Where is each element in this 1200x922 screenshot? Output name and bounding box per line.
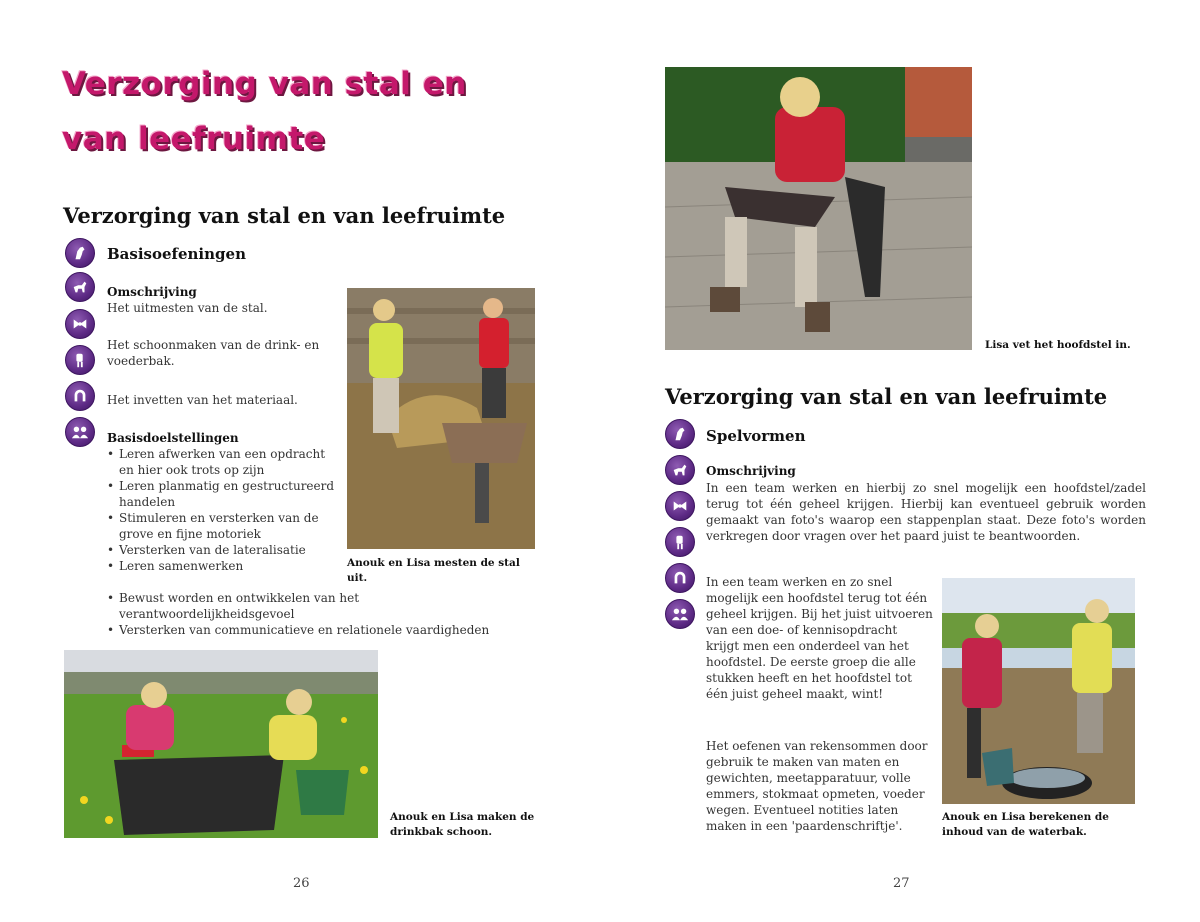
- horse-standing-icon: [665, 527, 695, 557]
- caption-stable: Anouk en Lisa mesten de stal uit.: [347, 557, 520, 584]
- caption-water: Anouk en Lisa berekenen de inhoud van de waterbak.: [942, 811, 1109, 838]
- list-item: • Leren afwerken van een opdracht en hier ook trots op zijn: [107, 446, 339, 478]
- item-1: Het uitmesten van de stal.: [107, 301, 268, 315]
- bow-icon: [65, 309, 95, 339]
- section-title: Verzorging van stal en van leefruimte: [63, 203, 506, 228]
- bridle-photo: [665, 67, 972, 350]
- foal-icon: [665, 455, 695, 485]
- horse-head-icon: [65, 238, 95, 268]
- item-2: Het schoonmaken van de drink- en voederbak.: [107, 338, 320, 368]
- group-icon: [665, 599, 695, 629]
- list-item: • Bewust worden en ontwikkelen van het verantwoordelijkheidsgevoel: [107, 590, 527, 622]
- bow-icon: [665, 491, 695, 521]
- paragraph-1: In een team werken en hierbij zo snel mogelijk een hoofdstel/zadel terug tot één geheel krijgen. Hierbij kan eventueel gebruik worden gemaakt van foto's waarop een stappenplan staat. Deze foto's worden verkregen door vragen over het paard juist te beantwoorden.: [706, 481, 1146, 543]
- horse-head-icon: [665, 419, 695, 449]
- main-title-line1: Verzorging van stal en: [62, 66, 467, 102]
- page-number-left: 26: [293, 876, 310, 891]
- paragraph-3: Het oefenen van rekensommen door gebruik te maken van maten en gewichten, meetapparatuur, volle emmers, stokmaat opmeten, voeder wegen. Eventueel notities laten maken in een 'paardenschriftje'.: [706, 739, 928, 833]
- horseshoe-icon: [665, 563, 695, 593]
- foal-icon: [65, 272, 95, 302]
- group-icon: [65, 417, 95, 447]
- doelstellingen-list-wide: [107, 590, 527, 638]
- list-item: • Versterken van communicatieve en relationele vaardigheden: [107, 622, 527, 638]
- item-3: Het invetten van het materiaal.: [107, 393, 298, 407]
- list-item: • Leren planmatig en gestructureerd handelen: [107, 478, 339, 510]
- trough-photo: [64, 650, 378, 838]
- omschrijving-label-right: Omschrijving: [706, 464, 796, 478]
- main-title-line2: van leefruimte: [62, 121, 326, 157]
- doelstellingen-list: [107, 446, 339, 574]
- omschrijving-label: Omschrijving: [107, 285, 197, 299]
- stable-photo: [347, 288, 535, 549]
- subsection-basisoefeningen: Basisoefeningen: [107, 245, 246, 263]
- list-item: • Leren samenwerken: [107, 558, 339, 574]
- horse-standing-icon: [65, 345, 95, 375]
- water-photo: [942, 578, 1135, 804]
- right-page: [600, 0, 1200, 922]
- list-item: • Versterken van de lateralisatie: [107, 542, 339, 558]
- horseshoe-icon: [65, 381, 95, 411]
- page-number-right: 27: [893, 876, 910, 891]
- list-item: • Stimuleren en versterken van de grove en fijne motoriek: [107, 510, 339, 542]
- doelstellingen-label: Basisdoelstellingen: [107, 431, 239, 445]
- paragraph-2: In een team werken en zo snel mogelijk een hoofdstel terug tot één geheel krijgen. Bij het juist uitvoeren van een doe- of kennisopdracht krijgt men een onderdeel van het hoofdstel. De eerste groep die alle stukken heeft en het hoofdstel tot één juist geheel maakt, wint!: [706, 575, 933, 701]
- subsection-spelvormen: Spelvormen: [706, 427, 806, 445]
- caption-trough: Anouk en Lisa maken de drinkbak schoon.: [390, 811, 535, 838]
- caption-bridle: Lisa vet het hoofdstel in.: [985, 339, 1131, 351]
- section-title-right: Verzorging van stal en van leefruimte: [665, 384, 1108, 409]
